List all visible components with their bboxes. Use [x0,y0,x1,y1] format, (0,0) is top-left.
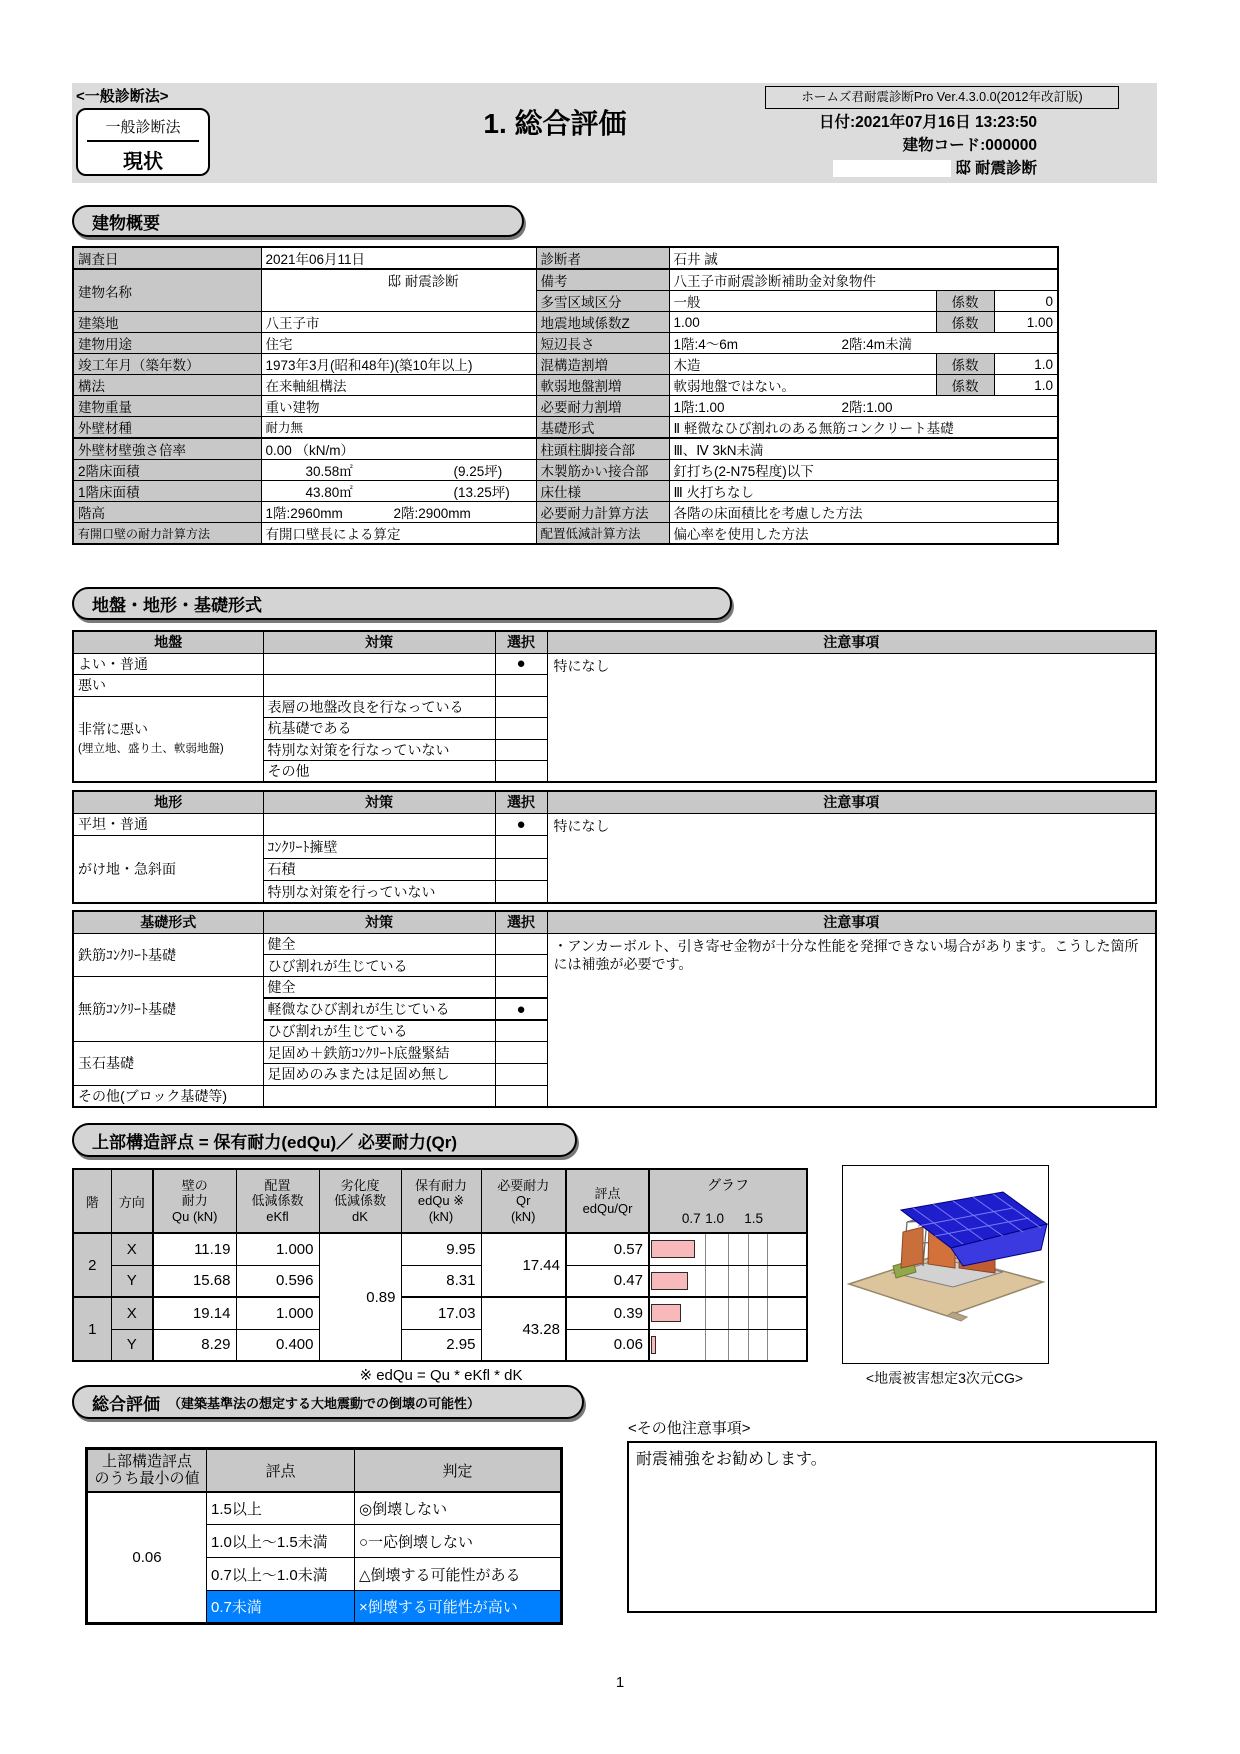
edqu-cell: 2.95 [401,1329,481,1361]
gridline [705,1298,706,1329]
category-cell: がけ地・急斜面 [73,836,263,904]
ov-label: 建築地 [73,312,261,333]
ov-value: 木造 [669,354,936,375]
floor-cell: 1 [73,1297,111,1361]
option-cell: 特別な対策を行なっていない [263,739,495,761]
ov-label: 軟弱地盤割増 [536,375,669,396]
ov-coef-value: 1.00 [994,312,1058,333]
ov-value: 2021年06月11日 [261,247,536,269]
col-header: 選択 [495,631,547,653]
ov-value: 八王子市耐震診断補助金対象物件 [669,269,1058,291]
ov-label: 調査日 [73,247,261,269]
page-number: 1 [615,1674,625,1691]
option-cell: 健全 [263,976,495,998]
col-header-graph: グラフ 0.7 1.0 1.5 [649,1169,807,1233]
gridline [767,1234,768,1265]
category-cell: 玉石基礎 [73,1042,263,1085]
col-header-floor: 階 [73,1169,111,1233]
final-evaluation-table [85,1447,563,1625]
range-cell: 0.7以上〜1.0未満 [207,1558,355,1591]
edqu-formula: ※ edQu = Qu * eKfl * dK [359,1367,523,1384]
range-cell: 1.5以上 [207,1492,355,1525]
option-cell: ひび割れが生じている [263,955,495,977]
col-header-qu: 壁の 耐力 Qu (kN) [153,1169,236,1233]
header-info [637,111,1037,180]
verdict-cell: △倒壊する可能性がある [355,1558,562,1591]
ov-label: 備考 [536,269,669,291]
option-cell: 特別な対策を行っていない [263,881,495,904]
ov-value: 有開口壁長による算定 [261,523,536,545]
ov-label: 外壁材種 [73,417,261,439]
ov-coef-value: 1.0 [994,354,1058,375]
ov-value: 住宅 [261,333,536,354]
ov-coef-label: 係数 [936,312,994,333]
verdict-cell: ◎倒壊しない [355,1492,562,1525]
selected-dot: ● [495,813,547,836]
option-cell: 足固めのみまたは足固め無し [263,1063,495,1085]
note-cell: 特になし [547,813,1156,903]
option-cell: その他 [263,761,495,783]
category-cell: 無筋ｺﾝｸﾘｰﾄ基礎 [73,976,263,1041]
gridline [748,1266,749,1297]
col-header: 基礎形式 [73,911,263,933]
gridline [728,1298,729,1329]
section-title-upper-score: 上部構造評点 = 保有耐力(edQu)／ 必要耐力(Qr) [72,1123,577,1157]
ov-label: 診断者 [536,247,669,269]
final-subtitle: （建築基準法の想定する大地震動での倒壊の可能性） [168,1395,481,1411]
ov-label: 短辺長さ [536,333,669,354]
score-cell: 0.47 [566,1265,649,1297]
select-cell [495,739,547,761]
dk-cell: 0.89 [319,1233,401,1361]
edqu-cell: 9.95 [401,1233,481,1265]
direction-cell: X [111,1233,153,1265]
col-header: 注意事項 [547,631,1156,653]
edqu-cell: 8.31 [401,1265,481,1297]
section-title-overview: 建物概要 [72,205,524,237]
option-cell: ひび割れが生じている [263,1020,495,1042]
select-cell [495,675,547,697]
select-cell [495,933,547,955]
col-header-score: 評点 edQu/Qr [566,1169,649,1233]
gridline [705,1266,706,1297]
gridline [748,1298,749,1329]
section-title-ground: 地盤・地形・基礎形式 [72,587,732,620]
qu-cell: 15.68 [153,1265,236,1297]
ov-label: 建物用途 [73,333,261,354]
score-bar [651,1336,656,1354]
redaction-box [833,160,951,177]
edqu-cell: 17.03 [401,1297,481,1329]
score-bar-cell [649,1233,807,1265]
select-cell [495,1042,547,1064]
score-bar-cell [649,1297,807,1329]
graph-tick: 1.5 [744,1211,763,1226]
software-version-box: ホームズ君耐震診断Pro Ver.4.3.0.0(2012年改訂版) [765,86,1119,109]
score-cell: 0.39 [566,1297,649,1329]
category-cell: 鉄筋ｺﾝｸﾘｰﾄ基礎 [73,933,263,976]
col-header: 注意事項 [547,911,1156,933]
col-header-min: 上部構造評点 のうち最小の値 [87,1449,207,1492]
ov-value: 1階:4〜6m 2階:4m未満 [669,333,1058,354]
cg-panel [842,1165,1049,1364]
option-cell: 杭基礎である [263,718,495,740]
ov-label: 階高 [73,502,261,523]
gridline [728,1234,729,1265]
method-tag: <一般診断法> [76,88,169,105]
ov-value: Ⅱ 軽微なひび割れのある無筋コンクリート基礎 [669,417,1058,439]
ov-label: 1階床面積 [73,481,261,502]
col-header-verdict: 判定 [355,1449,562,1492]
ov-label: 建物重量 [73,396,261,417]
ov-value: 1.00 [669,312,936,333]
ground-table [72,630,1157,783]
gridline [748,1330,749,1361]
ov-coef-label: 係数 [936,291,994,312]
category-cell: 悪い [73,675,263,697]
select-cell [495,1020,547,1042]
owner-line: 邸 耐震診断 [637,157,1037,180]
score-bar [651,1240,695,1258]
select-cell [495,976,547,998]
gridline [767,1266,768,1297]
score-cell: 0.06 [566,1329,649,1361]
ov-value: 釘打ち(2-N75程度)以下 [669,460,1058,481]
ov-value: 1階:2960mm 2階:2900mm [261,502,536,523]
ov-value: 耐力無 [261,417,536,439]
select-cell [495,955,547,977]
select-cell [495,881,547,904]
col-header: 対策 [263,791,495,813]
score-bar-cell [649,1265,807,1297]
ov-coef-value: 1.0 [994,375,1058,396]
ov-label: 配置低減計算方法 [536,523,669,545]
category-cell: 平坦・普通 [73,813,263,836]
category-cell: 非常に悪い (埋立地、盛り土、軟弱地盤) [73,696,263,782]
col-header-qr: 必要耐力 Qr (kN) [481,1169,566,1233]
option-cell: 足固め＋鉄筋ｺﾝｸﾘｰﾄ底盤緊結 [263,1042,495,1064]
ov-label: 建物名称 [73,269,261,312]
gridline [767,1330,768,1361]
qu-cell: 19.14 [153,1297,236,1329]
ov-label: 基礎形式 [536,417,669,439]
graph-tick: 1.0 [705,1211,724,1226]
col-header-score: 評点 [207,1449,355,1492]
terrain-table [72,790,1157,904]
ov-value: 1階:1.00 2階:1.00 [669,396,1058,417]
building-overview-table [72,246,1059,545]
verdict-cell-highlighted: ×倒壊する可能性が高い [355,1591,562,1624]
building-code-line: 建物コード:000000 [902,137,1037,154]
select-cell [495,836,547,859]
option-cell: ｺﾝｸﾘｰﾄ擁壁 [263,836,495,859]
floor-cell: 2 [73,1233,111,1297]
ekfl-cell: 0.400 [236,1329,319,1361]
col-header: 選択 [495,911,547,933]
ov-value: 30.58㎡ (9.25坪) [261,460,536,481]
col-header-edqu: 保有耐力 edQu ※ (kN) [401,1169,481,1233]
ov-coef-label: 係数 [936,375,994,396]
select-cell [495,718,547,740]
notes-label: <その他注意事項> [628,1420,751,1437]
ov-label: 混構造割増 [536,354,669,375]
qu-cell: 8.29 [153,1329,236,1361]
ov-value: 偏心率を使用した方法 [669,523,1058,545]
col-header-ekfl: 配置 低減係数 eKfl [236,1169,319,1233]
gridline [728,1330,729,1361]
score-bar [651,1304,681,1322]
foundation-table [72,910,1157,1108]
range-cell: 1.0以上〜1.5未満 [207,1525,355,1558]
select-cell [495,696,547,718]
ov-value: Ⅲ 火打ちなし [669,481,1058,502]
ov-label: 地震地域係数Z [536,312,669,333]
gridline [728,1266,729,1297]
verdict-cell: ○一応倒壊しない [355,1525,562,1558]
ov-value: 1973年3月(昭和48年)(築10年以上) [261,354,536,375]
gridline [705,1330,706,1361]
gridline [767,1298,768,1329]
select-cell [495,858,547,881]
select-cell [495,1063,547,1085]
option-cell [263,653,495,675]
ov-label: 木製筋かい接合部 [536,460,669,481]
col-header: 対策 [263,631,495,653]
ekfl-cell: 1.000 [236,1233,319,1265]
option-cell [263,813,495,836]
col-header: 地形 [73,791,263,813]
select-cell [495,1085,547,1107]
method-status-box [76,108,210,176]
min-score-value: 0.06 [87,1492,207,1624]
ov-value: 各階の床面積比を考慮した方法 [669,502,1058,523]
note-cell: 特になし [547,653,1156,782]
option-cell: 石積 [263,858,495,881]
selected-dot: ● [495,998,547,1020]
option-cell [263,1085,495,1107]
ov-value: Ⅲ、Ⅳ 3kN未満 [669,438,1058,460]
score-cell: 0.57 [566,1233,649,1265]
method-box-bottom: 現状 [123,151,163,173]
score-bar [651,1272,688,1290]
gridline [748,1234,749,1265]
ov-value: 在来軸組構法 [261,375,536,396]
ov-label: 床仕様 [536,481,669,502]
notes-box: 耐震補強をお勧めします。 [627,1441,1157,1613]
category-cell: よい・普通 [73,653,263,675]
col-header-direction: 方向 [111,1169,153,1233]
score-bar-cell [649,1329,807,1361]
redaction-box [266,274,384,291]
score-results-table [72,1168,808,1362]
method-box-top: 一般診断法 [87,110,199,142]
ov-label: 2階床面積 [73,460,261,481]
ov-label: 構法 [73,375,261,396]
ov-coef-label: 係数 [936,354,994,375]
col-header: 対策 [263,911,495,933]
ov-label: 外壁材壁強さ倍率 [73,438,261,460]
graph-tick: 0.7 [681,1211,701,1226]
ov-label: 竣工年月（築年数） [73,354,261,375]
col-header-dk: 劣化度 低減係数 dK [319,1169,401,1233]
ekfl-cell: 0.596 [236,1265,319,1297]
option-cell [263,675,495,697]
option-cell: 健全 [263,933,495,955]
ov-value: 石井 誠 [669,247,1058,269]
ov-value: 0.00 （kN/m） [261,438,536,460]
col-header: 注意事項 [547,791,1156,813]
cg-caption: <地震被害想定3次元CG> [865,1370,1024,1386]
col-header: 選択 [495,791,547,813]
page-title: 1. 総合評価 [483,108,627,139]
direction-cell: Y [111,1265,153,1297]
ov-value: 八王子市 [261,312,536,333]
gridline [705,1234,706,1265]
ov-value: 43.80㎡ (13.25坪) [261,481,536,502]
section-title-final: 総合評価 （建築基準法の想定する大地震動での倒壊の可能性） [72,1385,584,1419]
select-cell [495,761,547,783]
selected-dot: ● [495,653,547,675]
ekfl-cell: 1.000 [236,1297,319,1329]
ov-label: 多雪区域区分 [536,291,669,312]
col-header: 地盤 [73,631,263,653]
ov-label: 必要耐力計算方法 [536,502,669,523]
range-cell-highlighted: 0.7未満 [207,1591,355,1624]
ov-value: 重い建物 [261,396,536,417]
ov-value: 邸 耐震診断 [261,269,536,312]
ov-label: 柱頭柱脚接合部 [536,438,669,460]
ov-label: 有開口壁の耐力計算方法 [73,523,261,545]
note-cell: ・アンカーボルト、引き寄せ金物が十分な性能を発揮できない場合があります。こうした箇所には補強が必要です。 [547,933,1156,1107]
option-cell: 表層の地盤改良を行なっている [263,696,495,718]
direction-cell: Y [111,1329,153,1361]
option-cell-selected: 軽微なひび割れが生じている [263,998,495,1020]
ov-coef-value: 0 [994,291,1058,312]
category-cell: その他(ブロック基礎等) [73,1085,263,1107]
ov-value: 一般 [669,291,936,312]
qu-cell: 11.19 [153,1233,236,1265]
date-line: 日付:2021年07月16日 13:23:50 [819,114,1037,131]
ov-value: 軟弱地盤ではない。 [669,375,936,396]
earthquake-damage-3d-cg [843,1166,1048,1363]
ov-label: 必要耐力割増 [536,396,669,417]
qr-cell: 17.44 [481,1233,566,1297]
qr-cell: 43.28 [481,1297,566,1361]
direction-cell: X [111,1297,153,1329]
